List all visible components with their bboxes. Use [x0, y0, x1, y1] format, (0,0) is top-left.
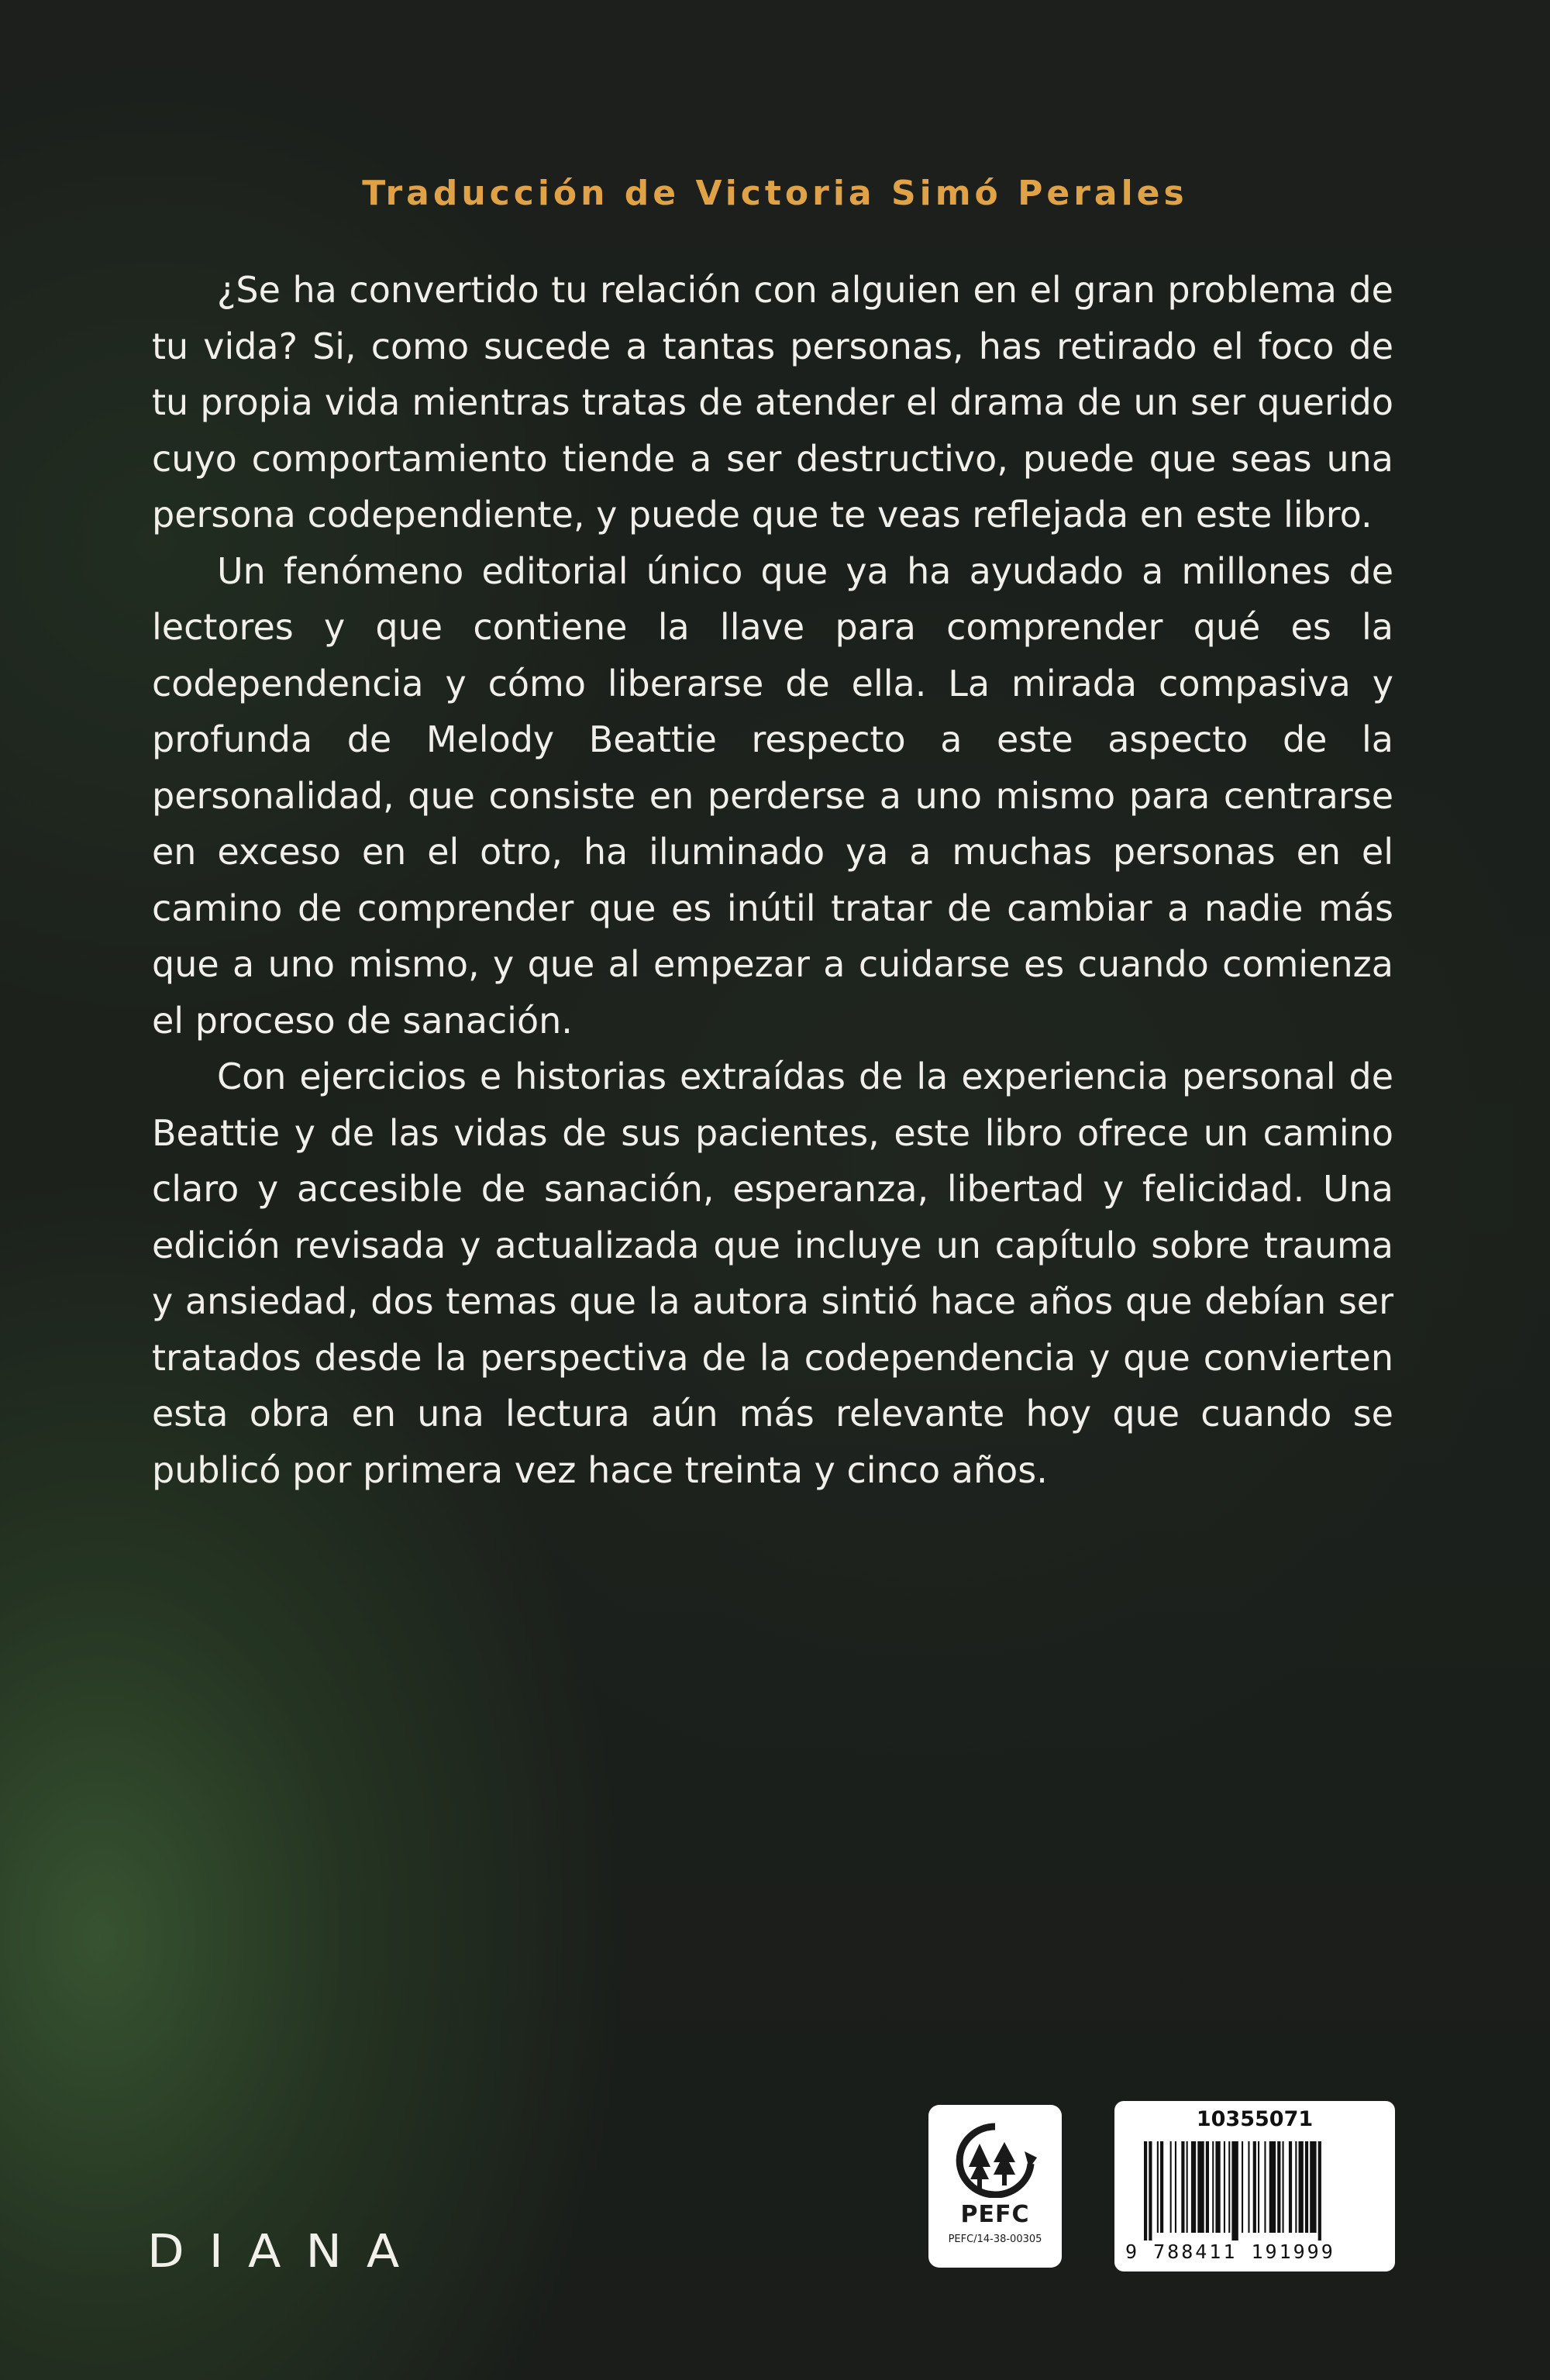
isbn-number: 9 788411 191999 [1125, 2241, 1335, 2263]
pefc-code: PEFC/14-38-00305 [948, 2234, 1042, 2245]
blurb-paragraph: ¿Se ha convertido tu relación con alguien en el gran problema de tu vida? Si, como sucede a tantas personas, has retirado el foco de tu propia vida mientras tratas de atender el drama de un ser querido cuyo comportamiento tiende a ser destructivo, puede que seas una persona codependiente, y puede que te veas reflejada en este libro. [152, 269, 1393, 536]
back-cover-blurb [152, 262, 1393, 1498]
product-code: 10355071 [1196, 2107, 1314, 2131]
pefc-tree-icon [949, 2120, 1042, 2198]
barcode-bars [1144, 2141, 1369, 2241]
blurb-paragraph: Con ejercicios e historias extraídas de la experiencia personal de Beattie y de las vidas de sus pacientes, este libro ofrece un camino claro y accesible de sanación, esperanza, libertad y felicidad. Una edición revisada y actualizada que incluye un capítulo sobre trauma y ansiedad, dos temas que la autora sintió hace años que debían ser tratados desde la perspectiva de la codependencia y que convierten esta obra en una lectura aún más relevante hoy que cuando se publicó por primera vez hace treinta y cinco años. [152, 1056, 1393, 1491]
blurb-paragraph: Un fenómeno editorial único que ya ha ayudado a millones de lectores y que contiene la llave para comprender qué es la codependencia y cómo liberarse de ella. La mirada compasiva y profunda de Melody Beattie respecto a este aspecto de la personalidad, que consiste en perderse a uno mismo para centrarse en exceso en el otro, ha iluminado ya a muchas personas en el camino de comprender que es inútil tratar de cambiar a nadie más que a uno mismo, y que al empezar a cuidarse es cuando comienza el proceso de sanación. [152, 549, 1393, 1042]
pefc-name: PEFC [960, 2201, 1030, 2228]
pefc-certification-label [928, 2105, 1062, 2268]
translator-credit: Traducción de Victoria Simó Perales [362, 174, 1188, 213]
barcode-label [1114, 2101, 1395, 2272]
publisher-logo: DIANA [147, 2223, 425, 2278]
